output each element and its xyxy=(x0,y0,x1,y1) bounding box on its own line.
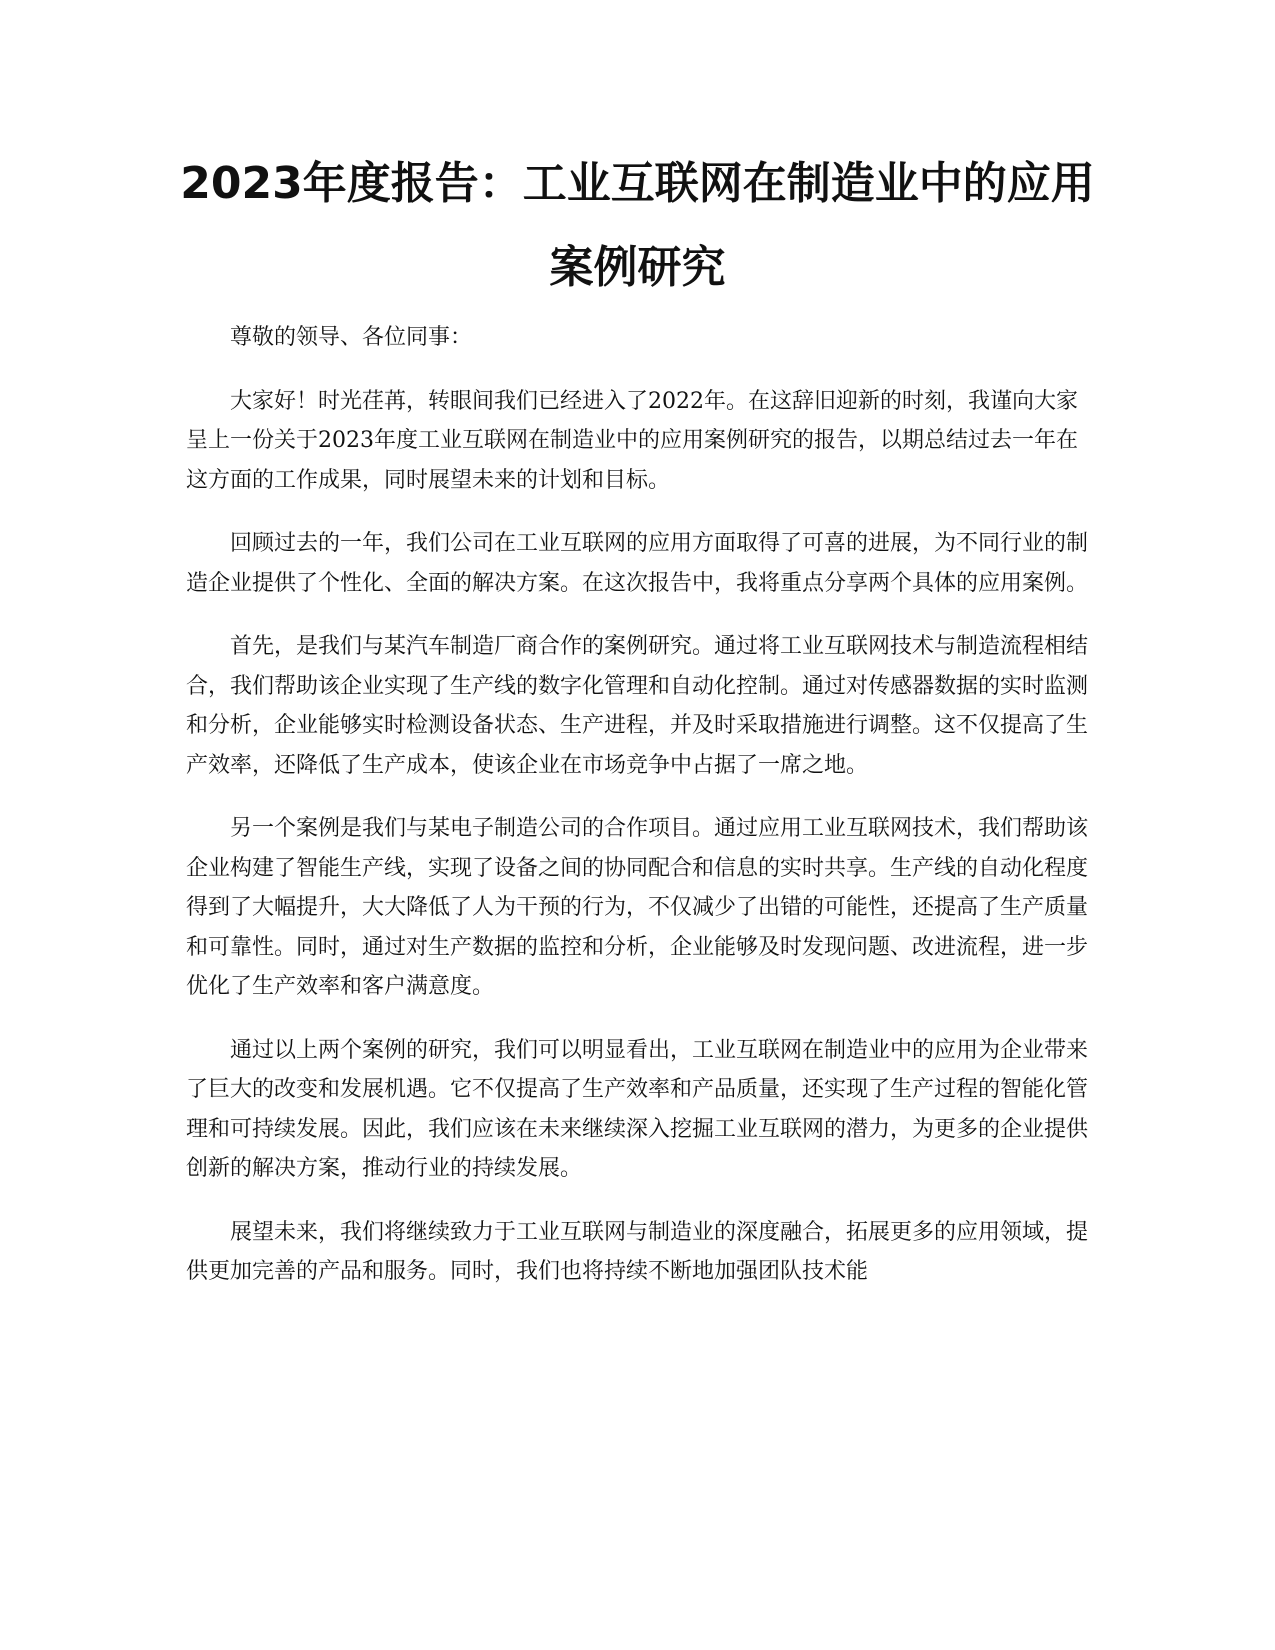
body-paragraph: 展望未来，我们将继续致力于工业互联网与制造业的深度融合，拓展更多的应用领域，提供更加完善的产品和服务。同时，我们也将持续不断地加强团队技术能 xyxy=(186,1219,1089,1284)
salutation-paragraph: 尊敬的领导、各位同事： xyxy=(230,325,473,350)
body-paragraph: 回顾过去的一年，我们公司在工业互联网的应用方面取得了可喜的进展，为不同行业的制造企业提供了个性化、全面的解决方案。在这次报告中，我将重点分享两个具体的应用案例。 xyxy=(186,531,1089,596)
body-paragraph: 大家好！时光荏苒，转眼间我们已经进入了2022年。在这辞旧迎新的时刻，我谨向大家呈上一份关于2023年度工业互联网在制造业中的应用案例研究的报告，以期总结过去一年在这方面的工作成果，同时展望未来的计划和目标。 xyxy=(186,388,1078,493)
body-paragraph: 首先，是我们与某汽车制造厂商合作的案例研究。通过将工业互联网技术与制造流程相结合，我们帮助该企业实现了生产线的数字化管理和自动化控制。通过对传感器数据的实时监测和分析，企业能够实时检测设备状态、生产进程，并及时采取措施进行调整。这不仅提高了生产效率，还降低了生产成本，使该企业在市场竞争中占据了一席之地。 xyxy=(186,634,1089,778)
document-title: 2023年度报告：工业互联网在制造业中的应用案例研究 xyxy=(180,158,1095,293)
body-paragraph: 另一个案例是我们与某电子制造公司的合作项目。通过应用工业互联网技术，我们帮助该企业构建了智能生产线，实现了设备之间的协同配合和信息的实时共享。生产线的自动化程度得到了大幅提升，大大降低了人为干预的行为，不仅减少了出错的可能性，还提高了生产质量和可靠性。同时，通过对生产数据的监控和分析，企业能够及时发现问题、改进流程，进一步优化了生产效率和客户满意度。 xyxy=(186,816,1089,999)
body-paragraph: 通过以上两个案例的研究，我们可以明显看出，工业互联网在制造业中的应用为企业带来了巨大的改变和发展机遇。它不仅提高了生产效率和产品质量，还实现了生产过程的智能化管理和可持续发展。因此，我们应该在未来继续深入挖掘工业互联网的潜力，为更多的企业提供创新的解决方案，推动行业的持续发展。 xyxy=(186,1037,1089,1181)
document-body xyxy=(186,318,1090,1316)
